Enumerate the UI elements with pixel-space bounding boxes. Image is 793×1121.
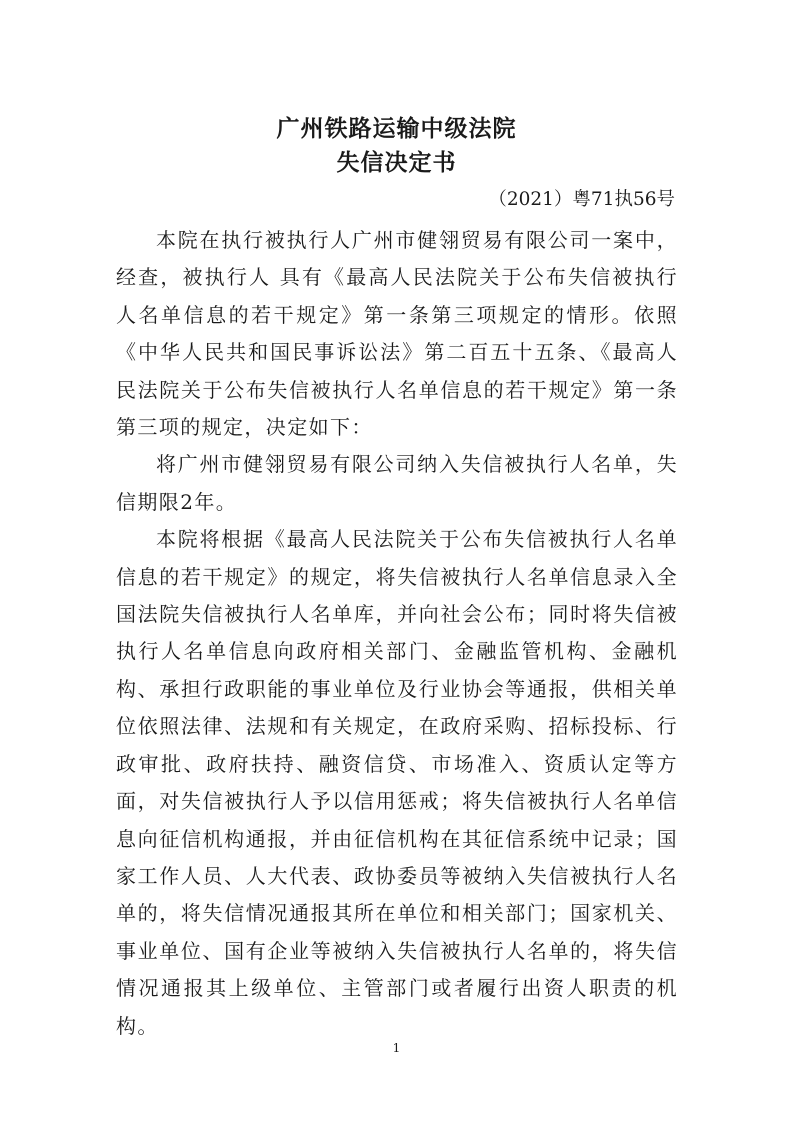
document-title: 失信决定书 (336, 150, 457, 176)
document-body (116, 222, 678, 1045)
case-number: （2021）粤71执56号 (488, 189, 675, 210)
paragraph-consequences: 本院将根据《最高人民法院关于公布失信被执行人名单信息的若干规定》的规定，将失信被执行人名单信息录入全国法院失信被执行人名单库，并向社会公布；同时将失信被执行人名单信息向政府相关部门、金融监管机构、金融机构、承担行政职能的事业单位及行业协会等通报，供相关单位依照法律、法规和有关规定，在政府采购、招标投标、行政审批、政府扶持、融资信贷、市场准入、资质认定等方面，对失信被执行人予以信用惩戒；将失信被执行人名单信息向征信机构通报，并由征信机构在其征信系统中记录；国家工作人员、人大代表、政协委员等被纳入失信被执行人名单的，将失信情况通报其所在单位和相关部门；国家机关、事业单位、国有企业等被纳入失信被执行人名单的，将失信情况通报其上级单位、主管部门或者履行出资人职责的机构。 (116, 527, 678, 1038)
court-name-heading: 广州铁路运输中级法院 (276, 116, 517, 142)
page-number: 1 (392, 1041, 401, 1055)
paragraph-findings: 本院在执行被执行人广州市健翎贸易有限公司一案中，经查，被执行人 具有《最高人民法院关于公布失信被执行人名单信息的若干规定》第一条第三项规定的情形。依照《中华人民共和国民事诉讼法》第二百五十五条、《最高人民法院关于公布失信被执行人名单信息的若干规定》第一条第三项的规定，决定如下： (116, 228, 678, 440)
paragraph-decision: 将广州市健翎贸易有限公司纳入失信被执行人名单，失信期限2年。 (116, 452, 678, 514)
